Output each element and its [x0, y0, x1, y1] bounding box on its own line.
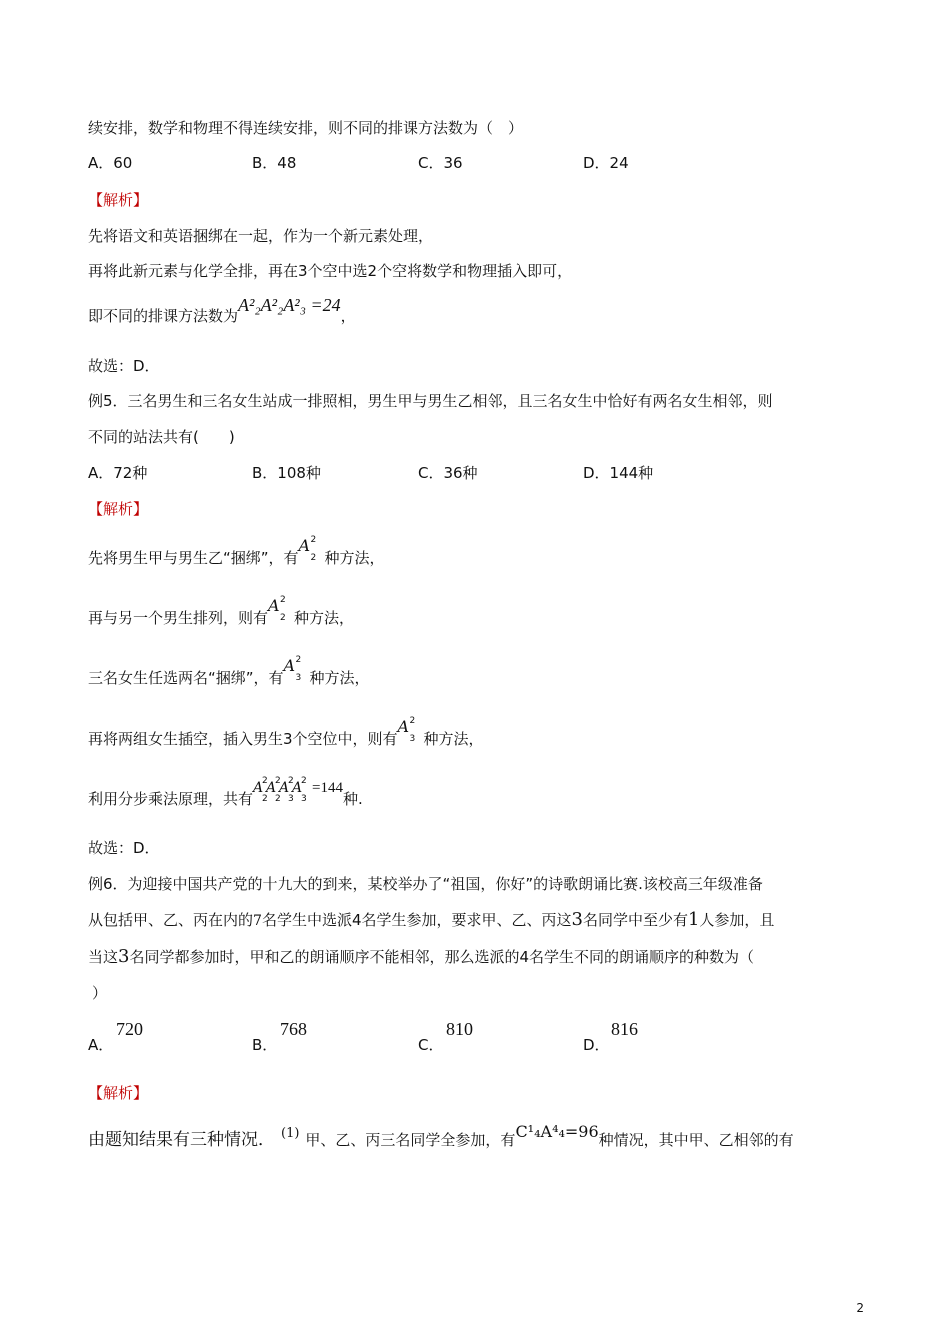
q5-step4-suffix: 种方法， — [423, 730, 484, 748]
q6-stem2-part-c: 名同学中至少有 — [582, 911, 688, 929]
q6-solution-case1-text: 甲、乙、丙三名同学全参加，有 — [305, 1131, 516, 1149]
q5-step-3 — [88, 655, 370, 688]
q6-stem2-one: 1 — [687, 909, 700, 930]
q5-step2-text: 再与另一个男生排列，则有 — [88, 609, 269, 627]
q6-combination-formula: C¹₄A⁴₄=96 — [515, 1122, 599, 1141]
q6-stem2-part-a: 从包括甲、乙、丙在内的 — [88, 911, 254, 929]
q6-solution-tail: 种情况，其中甲、乙相邻的有 — [598, 1131, 794, 1149]
q5-stem-line-1: 例5．三名男生和三名女生站成一排照相，男生甲与男生乙相邻，且三名女生中恰好有两名女生相邻，则 — [88, 392, 773, 410]
q6-option-b-label: B． — [252, 1036, 278, 1054]
q6-stem-line-1: 例6．为迎接中国共产党的十九大的到来，某校举办了“祖国，你好”的诗歌朗诵比赛.该校高三年级准备 — [88, 875, 763, 893]
q4-option-c: C．36 — [418, 154, 463, 172]
q5-step2-a22-formula: A 2 2 — [268, 595, 286, 623]
q6-stem-line-2 — [88, 910, 774, 931]
q6-stem-line-4: ） — [92, 984, 108, 1002]
q6-solution-line-1 — [88, 1122, 794, 1152]
q5-option-c: C．36种 — [418, 464, 478, 482]
q4-permutation-formula: A²₂A²₂A²₃ =24 — [238, 295, 341, 315]
q4-line3-comma: ， — [340, 307, 356, 325]
q6-option-c-value: 810 — [446, 1019, 473, 1039]
q4-option-b: B．48 — [252, 154, 297, 172]
q5-step2-suffix: 种方法， — [294, 609, 355, 627]
q5-product-value: =144 — [312, 780, 343, 796]
q5-option-a: A．72种 — [88, 464, 148, 482]
q5-step-1 — [88, 535, 385, 568]
q4-option-a: A．60 — [88, 154, 133, 172]
q5-step3-suffix: 种方法， — [309, 669, 370, 687]
q5-step3-a32-formula: A 2 3 — [283, 655, 302, 683]
q6-stem2-part-b: 名学生中选派4名学生参加，要求甲、乙、丙这 — [261, 911, 572, 929]
q5-step5-suffix: 种. — [342, 790, 363, 808]
q6-stem3-part-a: 当这 — [88, 948, 119, 966]
q5-step-5 — [88, 776, 363, 810]
q6-stem3-part-b: 名同学都参加时，甲和乙的朗诵顺序不能相邻，那么选派的4名学生不同的朗诵顺序的种数为（ — [129, 948, 755, 966]
q6-option-d-label: D． — [583, 1036, 610, 1054]
q6-option-b-value: 768 — [280, 1019, 307, 1039]
q4-stem: 续安排，数学和物理不得连续安排，则不同的排课方法数为（ ） — [88, 119, 524, 137]
q5-step-4 — [88, 716, 484, 749]
q6-stem2-three: 3 — [571, 909, 583, 930]
q6-stem3-three: 3 — [118, 946, 130, 967]
q5-step1-text: 先将男生甲与男生乙“捆绑”，有 — [88, 549, 299, 567]
q4-option-d: D．24 — [583, 154, 629, 172]
q6-case-1-marker: (1) — [281, 1126, 300, 1141]
q5-analysis-label: 【解析】 — [88, 500, 149, 518]
q5-step1-suffix: 种方法， — [324, 549, 385, 567]
q4-analysis-line-2: 再将此新元素与化学全排，再在3个空中选2个空将数学和物理插入即可， — [88, 262, 573, 280]
q6-analysis-label: 【解析】 — [88, 1084, 149, 1102]
q4-analysis-label: 【解析】 — [88, 191, 149, 209]
q6-option-c-label: C． — [418, 1036, 444, 1054]
q5-step5-text: 利用分步乘法原理，共有 — [88, 790, 254, 808]
q5-step3-text: 三名女生任选两名“捆绑”，有 — [88, 669, 284, 687]
q5-stem-line-2: 不同的站法共有( ) — [88, 428, 235, 446]
q4-answer: 故选：D． — [88, 357, 160, 375]
q4-analysis-line-3 — [88, 295, 356, 326]
q6-option-a-value: 720 — [116, 1019, 143, 1039]
q5-step4-a32-formula: A 2 3 — [397, 716, 416, 744]
q5-product-formula: A 2 2 A 2 2 A 2 3 A 2 3 =144 — [253, 776, 343, 804]
q4-line3-text: 即不同的排课方法数为 — [88, 307, 239, 325]
q6-option-d-value: 816 — [611, 1019, 638, 1039]
q5-answer: 故选：D． — [88, 839, 160, 857]
q6-stem2-seven: 7 — [253, 913, 262, 929]
q5-option-b: B．108种 — [252, 464, 321, 482]
q5-step1-a22-formula: A 2 2 — [298, 535, 317, 563]
page-number: 2 — [856, 1301, 864, 1315]
q6-stem2-part-d: 人参加，且 — [699, 911, 775, 929]
q6-option-a-label: A． — [88, 1036, 114, 1054]
q6-solution-intro: 由题知结果有三种情况． — [88, 1130, 275, 1150]
q5-step4-text: 再将两组女生插空，插入男生3个空位中，则有 — [88, 730, 398, 748]
q4-analysis-line-1: 先将语文和英语捆绑在一起，作为一个新元素处理， — [88, 227, 434, 245]
q6-stem-line-3 — [88, 947, 754, 967]
q5-option-d: D．144种 — [583, 464, 654, 482]
q5-step-2 — [88, 595, 355, 628]
